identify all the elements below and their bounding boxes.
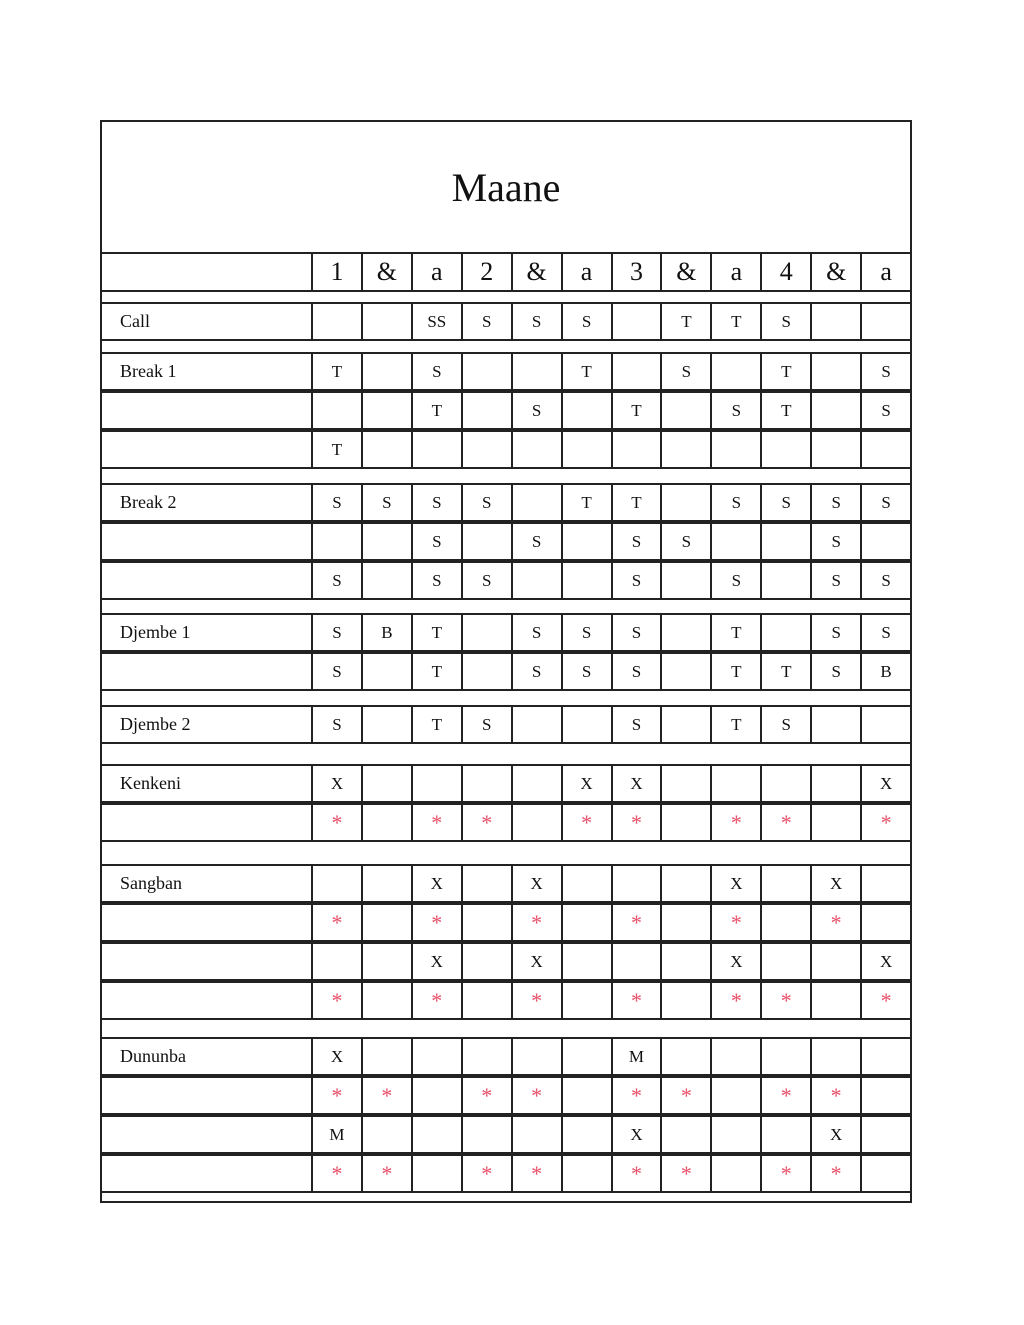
stroke-cell bbox=[411, 1076, 461, 1115]
bell-stroke-cell: * bbox=[361, 1076, 411, 1115]
stroke-cell bbox=[361, 1037, 411, 1076]
stroke-cell: T bbox=[561, 483, 611, 522]
stroke-cell bbox=[561, 981, 611, 1020]
stroke-cell bbox=[411, 1154, 461, 1193]
stroke-cell bbox=[561, 903, 611, 942]
beat-header-cell: a bbox=[411, 252, 461, 292]
stroke-cell: T bbox=[411, 613, 461, 652]
stroke-cell bbox=[660, 613, 710, 652]
stroke-cell bbox=[710, 1115, 760, 1154]
bell-stroke-cell: * bbox=[810, 1076, 860, 1115]
stroke-cell: T bbox=[561, 352, 611, 391]
stroke-cell: X bbox=[411, 942, 461, 981]
stroke-cell: S bbox=[710, 483, 760, 522]
bell-stroke-cell: * bbox=[511, 1154, 561, 1193]
bell-stroke-cell: * bbox=[660, 1154, 710, 1193]
stroke-cell: T bbox=[311, 430, 361, 469]
stroke-cell bbox=[760, 430, 810, 469]
bell-stroke-cell: * bbox=[660, 1076, 710, 1115]
stroke-cell bbox=[660, 652, 710, 691]
section-row-djembe-1 bbox=[102, 652, 910, 691]
bell-stroke-cell: * bbox=[611, 1154, 661, 1193]
stroke-cell bbox=[760, 522, 810, 561]
stroke-cell bbox=[311, 864, 361, 903]
stroke-cell bbox=[660, 561, 710, 600]
stroke-cell: B bbox=[361, 613, 411, 652]
stroke-cell: T bbox=[760, 652, 810, 691]
section-label: Call bbox=[102, 302, 311, 341]
stroke-cell: S bbox=[561, 652, 611, 691]
stroke-cell: S bbox=[660, 352, 710, 391]
stroke-cell bbox=[660, 981, 710, 1020]
stroke-cell bbox=[361, 430, 411, 469]
stroke-cell: T bbox=[710, 705, 760, 744]
stroke-cell bbox=[461, 613, 511, 652]
stroke-cell: S bbox=[760, 705, 810, 744]
stroke-cell: X bbox=[511, 864, 561, 903]
stroke-cell bbox=[611, 352, 661, 391]
stroke-cell: X bbox=[810, 1115, 860, 1154]
stroke-cell: S bbox=[361, 483, 411, 522]
stroke-cell bbox=[511, 483, 561, 522]
stroke-cell: S bbox=[611, 613, 661, 652]
bell-stroke-cell: * bbox=[860, 803, 910, 842]
stroke-cell bbox=[461, 1115, 511, 1154]
stroke-cell bbox=[511, 1115, 561, 1154]
stroke-cell bbox=[411, 1115, 461, 1154]
stroke-cell bbox=[660, 803, 710, 842]
stroke-cell bbox=[361, 903, 411, 942]
section-row-sangban bbox=[102, 981, 910, 1020]
section-row-call bbox=[102, 302, 910, 341]
stroke-cell bbox=[660, 1037, 710, 1076]
stroke-cell: S bbox=[860, 613, 910, 652]
bell-stroke-cell: * bbox=[311, 981, 361, 1020]
stroke-cell bbox=[411, 764, 461, 803]
stroke-cell: S bbox=[660, 522, 710, 561]
stroke-cell bbox=[860, 1115, 910, 1154]
bell-stroke-cell: * bbox=[710, 803, 760, 842]
section-row-dununba bbox=[102, 1076, 910, 1115]
stroke-cell: S bbox=[810, 561, 860, 600]
stroke-cell bbox=[810, 391, 860, 430]
stroke-cell: S bbox=[311, 561, 361, 600]
stroke-cell bbox=[561, 1115, 611, 1154]
beat-header-cell: & bbox=[660, 252, 710, 292]
stroke-cell: X bbox=[311, 764, 361, 803]
section-row-kenkeni bbox=[102, 764, 910, 803]
stroke-cell: S bbox=[411, 561, 461, 600]
bell-stroke-cell: * bbox=[611, 803, 661, 842]
stroke-cell: S bbox=[810, 522, 860, 561]
stroke-cell bbox=[361, 705, 411, 744]
section-row-break-1 bbox=[102, 352, 910, 391]
stroke-cell bbox=[710, 352, 760, 391]
stroke-cell: S bbox=[311, 705, 361, 744]
stroke-cell bbox=[361, 981, 411, 1020]
section-row-break-2 bbox=[102, 561, 910, 600]
stroke-cell bbox=[461, 522, 511, 561]
stroke-cell: T bbox=[710, 302, 760, 341]
stroke-cell: S bbox=[511, 391, 561, 430]
stroke-cell bbox=[710, 430, 760, 469]
stroke-cell bbox=[561, 705, 611, 744]
stroke-cell bbox=[461, 652, 511, 691]
stroke-cell bbox=[511, 430, 561, 469]
stroke-cell: S bbox=[311, 483, 361, 522]
stroke-cell bbox=[561, 942, 611, 981]
section-label: Break 2 bbox=[102, 483, 311, 522]
rhythm-sheet bbox=[100, 120, 912, 1203]
section-label-empty bbox=[102, 981, 311, 1020]
bell-stroke-cell: * bbox=[611, 903, 661, 942]
stroke-cell bbox=[810, 764, 860, 803]
section-label-empty bbox=[102, 903, 311, 942]
stroke-cell: X bbox=[810, 864, 860, 903]
section-row-dununba bbox=[102, 1154, 910, 1193]
stroke-cell: S bbox=[760, 483, 810, 522]
stroke-cell bbox=[860, 903, 910, 942]
bell-stroke-cell: * bbox=[411, 903, 461, 942]
stroke-cell: S bbox=[511, 613, 561, 652]
bell-stroke-cell: * bbox=[511, 981, 561, 1020]
stroke-cell: X bbox=[860, 764, 910, 803]
stroke-cell: S bbox=[860, 391, 910, 430]
beat-header-cell: 3 bbox=[611, 252, 661, 292]
section-label-empty bbox=[102, 1154, 311, 1193]
stroke-cell bbox=[361, 352, 411, 391]
stroke-cell bbox=[860, 430, 910, 469]
stroke-cell bbox=[561, 391, 611, 430]
bell-stroke-cell: * bbox=[561, 803, 611, 842]
stroke-cell: S bbox=[611, 561, 661, 600]
section-label: Sangban bbox=[102, 864, 311, 903]
bell-stroke-cell: * bbox=[760, 803, 810, 842]
stroke-cell bbox=[760, 1037, 810, 1076]
stroke-cell bbox=[810, 942, 860, 981]
stroke-cell bbox=[860, 705, 910, 744]
bell-stroke-cell: * bbox=[361, 1154, 411, 1193]
stroke-cell bbox=[760, 1115, 810, 1154]
beat-header-row bbox=[102, 252, 910, 292]
bell-stroke-cell: * bbox=[760, 981, 810, 1020]
beat-header-cell: & bbox=[511, 252, 561, 292]
stroke-cell bbox=[511, 803, 561, 842]
stroke-cell bbox=[361, 803, 411, 842]
stroke-cell bbox=[461, 981, 511, 1020]
bell-stroke-cell: * bbox=[611, 981, 661, 1020]
stroke-cell: S bbox=[411, 352, 461, 391]
bell-stroke-cell: * bbox=[511, 1076, 561, 1115]
stroke-cell: S bbox=[561, 613, 611, 652]
stroke-cell bbox=[810, 430, 860, 469]
stroke-cell: T bbox=[710, 613, 760, 652]
stroke-cell: S bbox=[511, 522, 561, 561]
stroke-cell bbox=[511, 1037, 561, 1076]
stroke-cell bbox=[361, 561, 411, 600]
stroke-cell bbox=[710, 1076, 760, 1115]
bell-stroke-cell: * bbox=[710, 903, 760, 942]
section-label-empty bbox=[102, 391, 311, 430]
stroke-cell bbox=[311, 942, 361, 981]
stroke-cell bbox=[461, 942, 511, 981]
stroke-cell: T bbox=[411, 391, 461, 430]
section-label-empty bbox=[102, 522, 311, 561]
stroke-cell bbox=[710, 764, 760, 803]
stroke-cell: S bbox=[611, 522, 661, 561]
bell-stroke-cell: * bbox=[461, 1154, 511, 1193]
section-label-empty bbox=[102, 942, 311, 981]
stroke-cell bbox=[361, 522, 411, 561]
beat-header-cell: a bbox=[710, 252, 760, 292]
stroke-cell bbox=[411, 1037, 461, 1076]
stroke-cell: X bbox=[511, 942, 561, 981]
stroke-cell bbox=[810, 1037, 860, 1076]
stroke-cell bbox=[810, 302, 860, 341]
beat-header-cell: a bbox=[561, 252, 611, 292]
stroke-cell: S bbox=[860, 561, 910, 600]
stroke-cell: S bbox=[710, 391, 760, 430]
stroke-cell bbox=[461, 1037, 511, 1076]
stroke-cell bbox=[660, 942, 710, 981]
stroke-cell: S bbox=[561, 302, 611, 341]
stroke-cell: X bbox=[710, 942, 760, 981]
stroke-cell: X bbox=[860, 942, 910, 981]
bell-stroke-cell: * bbox=[311, 1154, 361, 1193]
stroke-cell bbox=[760, 613, 810, 652]
stroke-cell: S bbox=[311, 613, 361, 652]
stroke-cell: S bbox=[810, 613, 860, 652]
stroke-cell: T bbox=[611, 391, 661, 430]
stroke-cell: S bbox=[511, 302, 561, 341]
stroke-cell: X bbox=[611, 764, 661, 803]
stroke-cell bbox=[461, 430, 511, 469]
stroke-cell bbox=[611, 430, 661, 469]
section-row-sangban bbox=[102, 903, 910, 942]
stroke-cell bbox=[760, 942, 810, 981]
stroke-cell: X bbox=[411, 864, 461, 903]
stroke-cell bbox=[561, 1076, 611, 1115]
stroke-cell: T bbox=[710, 652, 760, 691]
stroke-cell: S bbox=[810, 483, 860, 522]
stroke-cell bbox=[810, 803, 860, 842]
stroke-cell bbox=[860, 864, 910, 903]
section-label: Dununba bbox=[102, 1037, 311, 1076]
stroke-cell bbox=[660, 391, 710, 430]
stroke-cell bbox=[461, 352, 511, 391]
section-label: Djembe 2 bbox=[102, 705, 311, 744]
stroke-cell: B bbox=[860, 652, 910, 691]
stroke-cell: S bbox=[461, 302, 511, 341]
bell-stroke-cell: * bbox=[611, 1076, 661, 1115]
stroke-cell bbox=[411, 430, 461, 469]
bell-stroke-cell: * bbox=[810, 903, 860, 942]
stroke-cell bbox=[710, 522, 760, 561]
stroke-cell: S bbox=[860, 352, 910, 391]
stroke-cell bbox=[361, 764, 411, 803]
stroke-cell: T bbox=[311, 352, 361, 391]
section-label-empty bbox=[102, 1115, 311, 1154]
stroke-cell: T bbox=[411, 652, 461, 691]
section-row-sangban bbox=[102, 942, 910, 981]
stroke-cell bbox=[561, 430, 611, 469]
section-label-empty bbox=[102, 652, 311, 691]
stroke-cell: S bbox=[810, 652, 860, 691]
section-label-empty bbox=[102, 803, 311, 842]
page-title: Maane bbox=[451, 164, 561, 210]
beat-header-cell: 4 bbox=[760, 252, 810, 292]
beat-header-cell: & bbox=[810, 252, 860, 292]
stroke-cell bbox=[860, 1154, 910, 1193]
stroke-cell: S bbox=[311, 652, 361, 691]
stroke-cell bbox=[660, 903, 710, 942]
beat-header-cell: a bbox=[860, 252, 910, 292]
stroke-cell bbox=[710, 1154, 760, 1193]
stroke-cell bbox=[710, 1037, 760, 1076]
section-row-dununba bbox=[102, 1115, 910, 1154]
stroke-cell bbox=[611, 302, 661, 341]
stroke-cell bbox=[660, 705, 710, 744]
stroke-cell: S bbox=[611, 705, 661, 744]
stroke-cell: S bbox=[461, 705, 511, 744]
stroke-cell bbox=[561, 561, 611, 600]
stroke-cell: S bbox=[461, 483, 511, 522]
stroke-cell: S bbox=[511, 652, 561, 691]
section-label-empty bbox=[102, 1076, 311, 1115]
stroke-cell: X bbox=[710, 864, 760, 903]
stroke-cell bbox=[760, 864, 810, 903]
stroke-cell bbox=[311, 302, 361, 341]
stroke-cell: T bbox=[611, 483, 661, 522]
bell-stroke-cell: * bbox=[760, 1154, 810, 1193]
stroke-cell: M bbox=[311, 1115, 361, 1154]
section-label: Break 1 bbox=[102, 352, 311, 391]
stroke-cell: S bbox=[461, 561, 511, 600]
stroke-cell bbox=[511, 561, 561, 600]
bell-stroke-cell: * bbox=[760, 1076, 810, 1115]
stroke-cell bbox=[311, 522, 361, 561]
stroke-cell bbox=[860, 302, 910, 341]
section-row-dununba bbox=[102, 1037, 910, 1076]
stroke-cell bbox=[361, 1115, 411, 1154]
bell-stroke-cell: * bbox=[461, 803, 511, 842]
header-label-cell bbox=[102, 252, 311, 292]
bell-stroke-cell: * bbox=[411, 981, 461, 1020]
section-row-break-1 bbox=[102, 391, 910, 430]
stroke-cell bbox=[461, 864, 511, 903]
stroke-cell: S bbox=[411, 522, 461, 561]
stroke-cell: T bbox=[760, 391, 810, 430]
stroke-cell bbox=[461, 391, 511, 430]
stroke-cell bbox=[760, 561, 810, 600]
stroke-cell bbox=[361, 652, 411, 691]
bell-stroke-cell: * bbox=[710, 981, 760, 1020]
beat-header-cell: 2 bbox=[461, 252, 511, 292]
stroke-cell: S bbox=[860, 483, 910, 522]
stroke-cell bbox=[561, 522, 611, 561]
bell-stroke-cell: * bbox=[511, 903, 561, 942]
beat-header-cell: & bbox=[361, 252, 411, 292]
beat-header-cell: 1 bbox=[311, 252, 361, 292]
bell-stroke-cell: * bbox=[411, 803, 461, 842]
stroke-cell: SS bbox=[411, 302, 461, 341]
stroke-cell bbox=[561, 864, 611, 903]
section-row-djembe-1 bbox=[102, 613, 910, 652]
stroke-cell bbox=[361, 942, 411, 981]
stroke-cell bbox=[810, 352, 860, 391]
stroke-cell bbox=[760, 903, 810, 942]
stroke-cell bbox=[611, 942, 661, 981]
section-label: Kenkeni bbox=[102, 764, 311, 803]
stroke-cell bbox=[860, 522, 910, 561]
stroke-cell: X bbox=[561, 764, 611, 803]
section-row-break-2 bbox=[102, 483, 910, 522]
stroke-cell bbox=[511, 705, 561, 744]
stroke-cell bbox=[361, 302, 411, 341]
stroke-cell: T bbox=[411, 705, 461, 744]
section-label: Djembe 1 bbox=[102, 613, 311, 652]
stroke-cell: S bbox=[611, 652, 661, 691]
stroke-cell bbox=[461, 903, 511, 942]
stroke-cell bbox=[660, 764, 710, 803]
stroke-cell: S bbox=[411, 483, 461, 522]
stroke-cell bbox=[361, 864, 411, 903]
stroke-cell bbox=[860, 1037, 910, 1076]
stroke-cell bbox=[311, 391, 361, 430]
stroke-cell bbox=[361, 391, 411, 430]
section-row-kenkeni bbox=[102, 803, 910, 842]
stroke-cell bbox=[561, 1154, 611, 1193]
stroke-cell bbox=[611, 864, 661, 903]
stroke-cell bbox=[860, 1076, 910, 1115]
bell-stroke-cell: * bbox=[860, 981, 910, 1020]
stroke-cell bbox=[760, 764, 810, 803]
stroke-cell: S bbox=[710, 561, 760, 600]
bell-stroke-cell: * bbox=[311, 803, 361, 842]
stroke-cell bbox=[511, 764, 561, 803]
stroke-cell bbox=[511, 352, 561, 391]
section-row-sangban bbox=[102, 864, 910, 903]
section-row-break-2 bbox=[102, 522, 910, 561]
stroke-cell: T bbox=[760, 352, 810, 391]
stroke-cell: X bbox=[611, 1115, 661, 1154]
section-label-empty bbox=[102, 430, 311, 469]
stroke-cell bbox=[660, 864, 710, 903]
stroke-cell bbox=[810, 981, 860, 1020]
stroke-cell bbox=[561, 1037, 611, 1076]
stroke-cell bbox=[660, 1115, 710, 1154]
bell-stroke-cell: * bbox=[311, 1076, 361, 1115]
stroke-cell: M bbox=[611, 1037, 661, 1076]
stroke-cell: X bbox=[311, 1037, 361, 1076]
stroke-cell bbox=[461, 764, 511, 803]
bell-stroke-cell: * bbox=[810, 1154, 860, 1193]
section-label-empty bbox=[102, 561, 311, 600]
stroke-cell bbox=[810, 705, 860, 744]
bell-stroke-cell: * bbox=[461, 1076, 511, 1115]
stroke-cell bbox=[660, 483, 710, 522]
bell-stroke-cell: * bbox=[311, 903, 361, 942]
stroke-cell bbox=[660, 430, 710, 469]
stroke-cell: T bbox=[660, 302, 710, 341]
section-row-break-1 bbox=[102, 430, 910, 469]
section-row-djembe-2 bbox=[102, 705, 910, 744]
stroke-cell: S bbox=[760, 302, 810, 341]
